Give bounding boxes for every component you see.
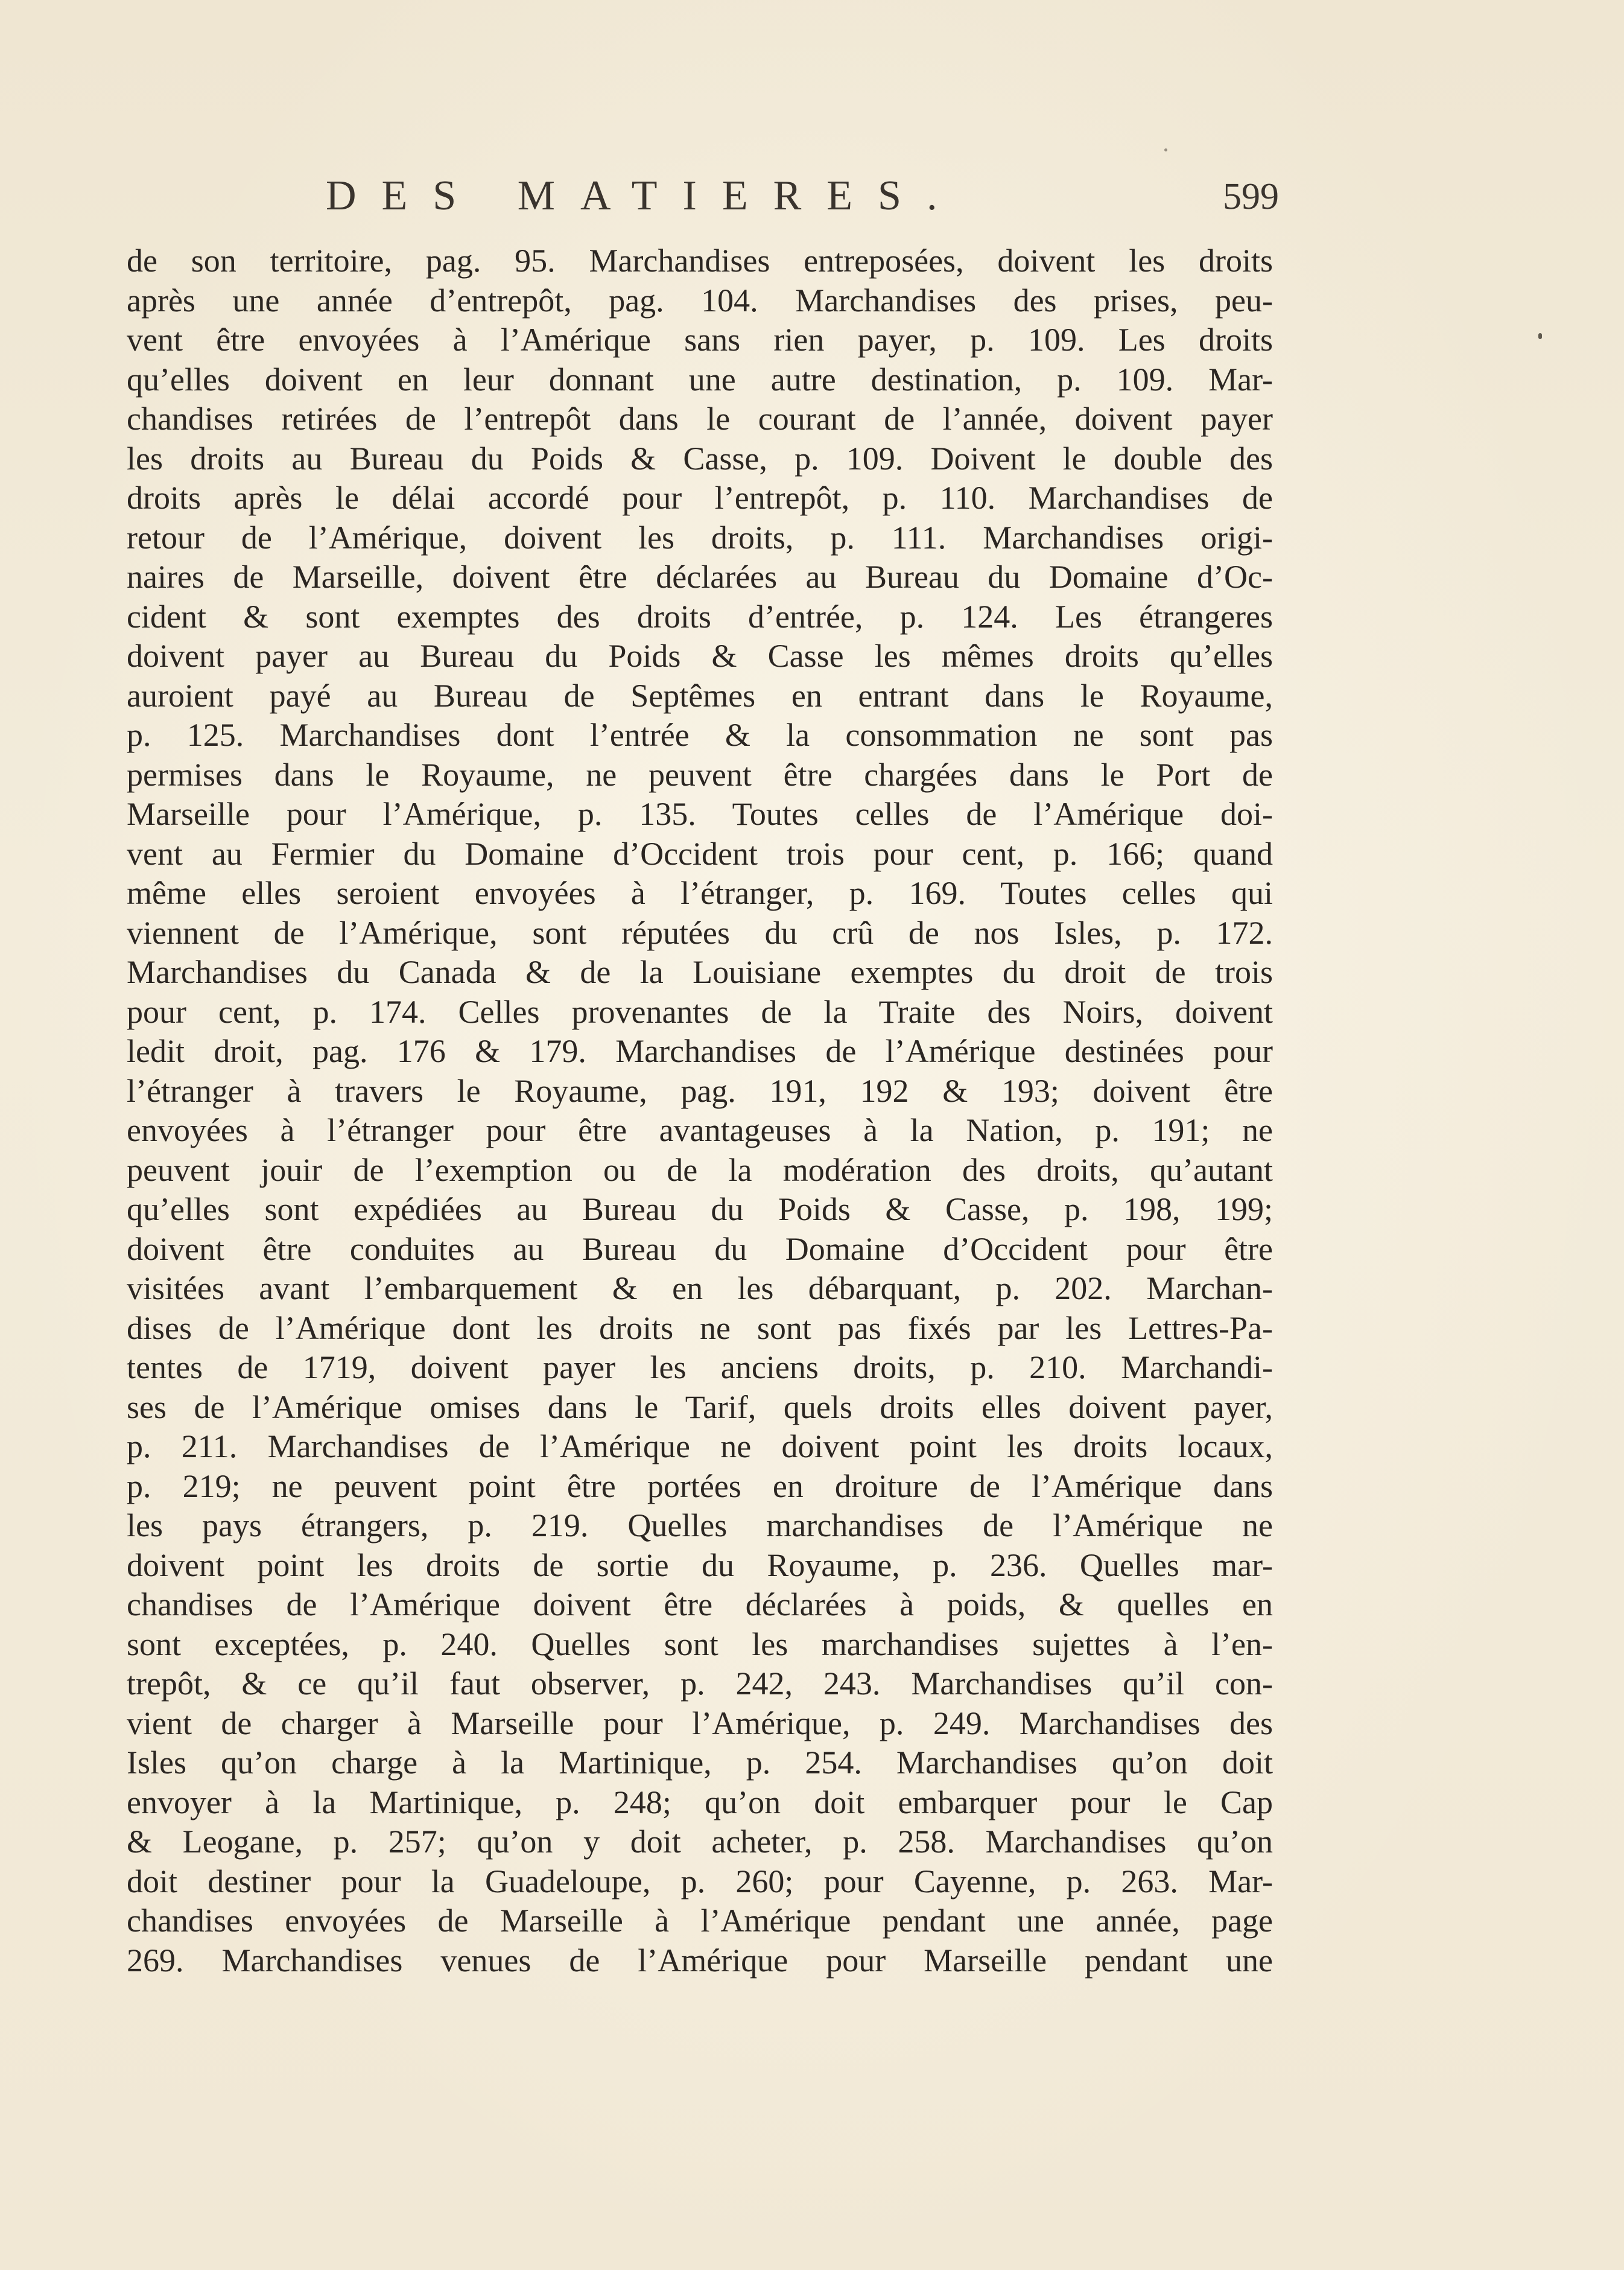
text-line: l’étranger à travers le Royaume, pag. 191, 192 & 193; doivent être xyxy=(127,1072,1273,1109)
text-line: tentes de 1719, doivent payer les anciens droits, p. 210. Marchandi- xyxy=(127,1349,1273,1385)
running-head: DES MATIERES. xyxy=(326,173,963,219)
ink-speck xyxy=(1164,148,1167,151)
page-header xyxy=(326,172,1279,238)
text-line: permises dans le Royaume, ne peuvent être chargées dans le Port de xyxy=(127,756,1273,793)
text-line: Isles qu’on charge à la Martinique, p. 254. Marchandises qu’on doit xyxy=(127,1744,1273,1781)
text-line: auroient payé au Bureau de Septêmes en entrant dans le Royaume, xyxy=(127,677,1273,714)
text-line: vient de charger à Marseille pour l’Amérique, p. 249. Marchandises des xyxy=(127,1705,1273,1741)
text-line: ledit droit, pag. 176 & 179. Marchandises de l’Amérique destinées pour xyxy=(127,1033,1273,1069)
text-line: doit destiner pour la Guadeloupe, p. 260; pour Cayenne, p. 263. Mar- xyxy=(127,1863,1273,1900)
ink-speck xyxy=(1538,333,1542,339)
text-line: chandises retirées de l’entrepôt dans le courant de l’année, doivent payer xyxy=(127,401,1273,437)
text-line: envoyer à la Martinique, p. 248; qu’on doit embarquer pour le Cap xyxy=(127,1784,1273,1820)
text-line: Marchandises du Canada & de la Louisiane exemptes du droit de trois xyxy=(127,954,1273,990)
page-number: 599 xyxy=(1223,176,1279,217)
text-line: dises de l’Amérique dont les droits ne sont pas fixés par les Lettres-Pa- xyxy=(127,1309,1273,1346)
text-line: & Leogane, p. 257; qu’on y doit acheter, p. 258. Marchandises qu’on xyxy=(127,1823,1273,1860)
text-line: cident & sont exemptes des droits d’entrée, p. 124. Les étrangeres xyxy=(127,598,1273,635)
text-line: sont exceptées, p. 240. Quelles sont les marchandises sujettes à l’en- xyxy=(127,1626,1273,1662)
text-line: doivent être conduites au Bureau du Domaine d’Occident pour être xyxy=(127,1230,1273,1267)
text-line: vent être envoyées à l’Amérique sans rien payer, p. 109. Les droits xyxy=(127,322,1273,358)
text-line: qu’elles doivent en leur donnant une autre destination, p. 109. Mar- xyxy=(127,361,1273,398)
text-line: naires de Marseille, doivent être déclarées au Bureau du Domaine d’Oc- xyxy=(127,559,1273,595)
text-line: qu’elles sont expédiées au Bureau du Poids & Casse, p. 198, 199; xyxy=(127,1191,1273,1227)
index-text-block xyxy=(127,241,1273,1980)
text-line: chandises envoyées de Marseille à l’Amérique pendant une année, page xyxy=(127,1903,1273,1939)
text-line: envoyées à l’étranger pour être avantageuses à la Nation, p. 191; ne xyxy=(127,1112,1273,1148)
text-line: ses de l’Amérique omises dans le Tarif, quels droits elles doivent payer, xyxy=(127,1388,1273,1425)
text-line: p. 125. Marchandises dont l’entrée & la consommation ne sont pas xyxy=(127,717,1273,753)
text-line: doivent payer au Bureau du Poids & Casse les mêmes droits qu’elles xyxy=(127,638,1273,674)
text-line: droits après le délai accordé pour l’entrepôt, p. 110. Marchandises de xyxy=(127,480,1273,516)
text-line: de son territoire, pag. 95. Marchandises entreposées, doivent les droits xyxy=(127,243,1273,279)
text-line: les droits au Bureau du Poids & Casse, p. 109. Doivent le double des xyxy=(127,440,1273,477)
text-line: après une année d’entrepôt, pag. 104. Marchandises des prises, peu- xyxy=(127,282,1273,319)
text-line: pour cent, p. 174. Celles provenantes de la Traite des Noirs, doivent xyxy=(127,993,1273,1030)
text-line: trepôt, & ce qu’il faut observer, p. 242, 243. Marchandises qu’il con- xyxy=(127,1665,1273,1702)
text-line: p. 211. Marchandises de l’Amérique ne doivent point les droits locaux, xyxy=(127,1428,1273,1464)
text-line: retour de l’Amérique, doivent les droits, p. 111. Marchandises origi- xyxy=(127,519,1273,556)
text-line: visitées avant l’embarquement & en les débarquant, p. 202. Marchan- xyxy=(127,1270,1273,1306)
text-line: doivent point les droits de sortie du Royaume, p. 236. Quelles mar- xyxy=(127,1547,1273,1583)
text-line: Marseille pour l’Amérique, p. 135. Toutes celles de l’Amérique doi- xyxy=(127,796,1273,832)
text-line: peuvent jouir de l’exemption ou de la modération des droits, qu’autant xyxy=(127,1151,1273,1188)
text-line: chandises de l’Amérique doivent être déclarées à poids, & quelles en xyxy=(127,1586,1273,1623)
text-line: même elles seroient envoyées à l’étranger, p. 169. Toutes celles qui xyxy=(127,875,1273,911)
text-line: viennent de l’Amérique, sont réputées du crû de nos Isles, p. 172. xyxy=(127,914,1273,951)
text-line: p. 219; ne peuvent point être portées en droiture de l’Amérique dans xyxy=(127,1467,1273,1504)
text-line: les pays étrangers, p. 219. Quelles marchandises de l’Amérique ne xyxy=(127,1507,1273,1544)
text-line: 269. Marchandises venues de l’Amérique pour Marseille pendant une xyxy=(127,1942,1273,1979)
text-line: vent au Fermier du Domaine d’Occident trois pour cent, p. 166; quand xyxy=(127,835,1273,872)
